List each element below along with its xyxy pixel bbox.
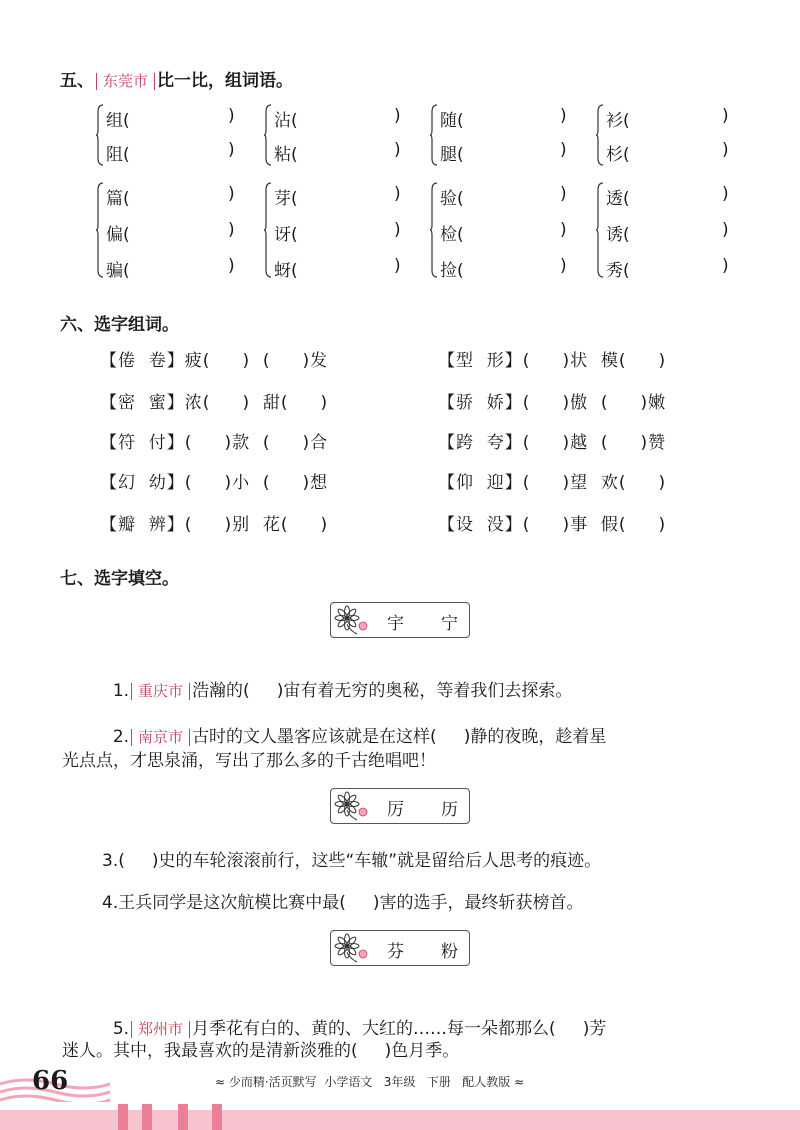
brace-icon (264, 104, 272, 166)
character-choice-box (330, 930, 470, 966)
pair-exercise: 【设 没】( )事 假( ) (438, 515, 667, 535)
pair-exercise: 【跨 夸】( )越 ( )赞 (438, 433, 667, 453)
word-group (96, 182, 246, 281)
choice-char: 历 (441, 800, 458, 820)
word-item: 阻( (106, 145, 130, 165)
word-item: 腿( (440, 145, 464, 165)
word-item: 骗( (106, 261, 130, 281)
brace-icon (430, 182, 438, 278)
word-group (264, 104, 414, 166)
pair-exercise: 【骄 娇】( )傲 ( )嫩 (438, 393, 667, 413)
question-2: 2. 南京市 古时的文人墨客应该就是在这样( )静的夜晚，趁着星 (112, 727, 607, 747)
brace-icon (96, 104, 104, 166)
pair-exercise: 【仰 迎】( )望 欢( ) (438, 473, 667, 493)
pair-exercise: 【符 付】( )款 ( )合 (100, 433, 329, 453)
question-1: 1. 重庆市 浩瀚的( )宙有着无穷的奥秘，等着我们去探索。 (112, 681, 573, 701)
brace-icon (96, 182, 104, 278)
question-4: 4.王兵同学是这次航模比赛中最( )害的选手，最终斩获榜首。 (102, 893, 584, 913)
pair-exercise: 【密 蜜】浓( ) 甜( ) (100, 393, 329, 413)
question-2-line2: 光点点，才思泉涌，写出了那么多的千古绝唱吧！ (62, 751, 436, 771)
word-item: 蚜( (274, 261, 298, 281)
character-choice-box (330, 788, 470, 824)
question-3: 3.( )史的车轮滚滚前行，这些“车辙”就是留给后人思考的痕迹。 (102, 851, 602, 871)
pair-exercise: 【瓣 辨】( )别 花( ) (100, 515, 329, 535)
brace-icon (596, 104, 604, 166)
section6-title: 六、选字组词。 (60, 315, 179, 335)
flower-icon (333, 932, 373, 964)
brace-icon (264, 182, 272, 278)
bottom-pink-bar (0, 1100, 800, 1130)
section7-title: 七、选字填空。 (60, 569, 179, 589)
word-group (264, 182, 414, 281)
pair-exercise: 【幻 幼】( )小 ( )想 (100, 473, 329, 493)
character-choice-box (330, 602, 470, 638)
flower-icon (333, 604, 373, 636)
word-item: 篇( (106, 189, 130, 209)
word-item: 捡( (440, 261, 464, 281)
flower-icon (333, 790, 373, 822)
page-number: 66 (32, 1066, 69, 1096)
word-group (430, 104, 580, 166)
brace-icon (596, 182, 604, 278)
choice-char: 粉 (441, 942, 458, 962)
word-item: 杉( (606, 145, 630, 165)
choice-char: 厉 (387, 800, 404, 820)
region-tag: 东莞市 (96, 73, 155, 90)
pair-exercise: 【倦 卷】疲( ) ( )发 (100, 351, 329, 371)
word-item: 讶( (274, 225, 298, 245)
word-item: 衫( (606, 111, 630, 131)
word-item: 验( (440, 189, 464, 209)
word-item: 诱( (606, 225, 630, 245)
word-item: 芽( (274, 189, 298, 209)
choice-char: 芬 (387, 942, 404, 962)
word-group (430, 182, 580, 281)
choice-char: 宇 (387, 614, 404, 634)
question-5-line2: 迷人。其中，我最喜欢的是清新淡雅的( )色月季。 (62, 1041, 460, 1061)
footer-caption: ≈ 少而精·活页默写 小学语文 3年级 下册 配人教版 ≈ (215, 1075, 525, 1089)
word-item: 沾( (274, 111, 298, 131)
choice-char: 宁 (441, 614, 458, 634)
word-item: 组( (106, 111, 130, 131)
word-item: 粘( (274, 145, 298, 165)
word-item: 秀( (606, 261, 630, 281)
word-item: 随( (440, 111, 464, 131)
region-tag: 南京市 (131, 729, 190, 746)
region-tag: 重庆市 (131, 683, 190, 700)
word-group (96, 104, 246, 166)
section5-title: 五、 东莞市 比一比，组词语。 (60, 71, 294, 91)
word-item: 透( (606, 189, 630, 209)
pair-exercise: 【型 形】( )状 模( ) (438, 351, 667, 371)
question-5: 5. 郑州市 月季花有白的、黄的、大红的……每一朵都那么( )芳 (112, 1019, 607, 1039)
word-item: 检( (440, 225, 464, 245)
word-item: 偏( (106, 225, 130, 245)
region-tag: 郑州市 (131, 1021, 190, 1038)
brace-icon (430, 104, 438, 166)
